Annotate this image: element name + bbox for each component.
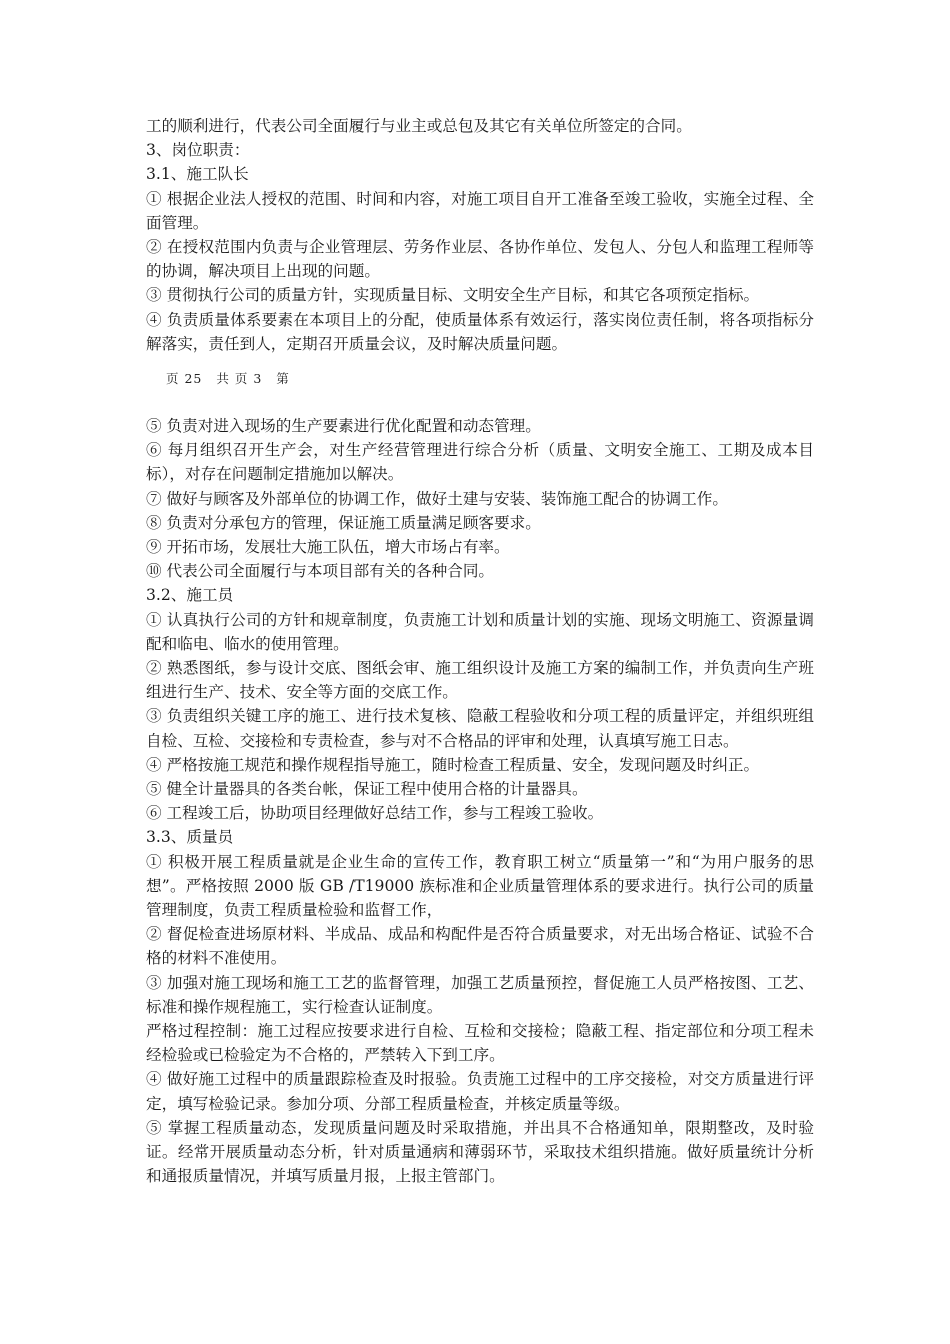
list-item: ⑥ 工程竣工后，协助项目经理做好总结工作，参与工程竣工验收。 [146,804,604,823]
list-item: ⑨ 开拓市场，发展壮大施工队伍，增大市场占有率。 [146,538,510,557]
subsection-heading: 3.2、施工员 [146,586,234,605]
list-item: ⑦ 做好与顾客及外部单位的协调工作，做好土建与安装、装饰施工配合的协调工作。 [146,489,728,508]
list-item: ④ 负责质量体系要素在本项目上的分配，使质量体系有效运行，落实岗位责任制，将各项指标分解落实，责任到人，定期召开质量会议，及时解决质量问题。 [146,310,814,353]
text-block-top [146,114,814,356]
list-item: ④ 做好施工过程中的质量跟踪检查及时报验。负责施工过程中的工序交接检，对交方质量进行评定，填写检验记录。参加分项、分部工程质量检查，并核定质量等级。 [146,1070,814,1113]
list-item: ① 认真执行公司的方针和规章制度，负责施工计划和质量计划的实施、现场文明施工、资源量调配和临电、临水的使用管理。 [146,610,814,653]
paragraph: 工的顺利进行，代表公司全面履行与业主或总包及其它有关单位所签定的合同。 [146,117,692,135]
list-item: ⑩ 代表公司全面履行与本项目部有关的各种合同。 [146,562,495,581]
footer-page-label: 页 25 [166,371,203,386]
subsection-heading: 3.1、施工队长 [146,165,249,184]
footer-nth-label: 第 [276,371,290,386]
list-item: ④ 严格按施工规范和操作规程指导施工，随时检查工程质量、安全，发现问题及时纠正。 [146,755,760,774]
list-item: ② 在授权范围内负责与企业管理层、劳务作业层、各协作单位、发包人、分包人和监理工程师等的协调，解决项目上出现的问题。 [146,238,814,281]
list-item: ⑧ 负责对分承包方的管理，保证施工质量满足顾客要求。 [146,513,541,532]
list-item: ⑤ 掌握工程质量动态，发现质量问题及时采取措施，并出具不合格通知单，限期整改，及时验证。经常开展质量动态分析，针对质量通病和薄弱环节，采取技术组织措施。做好质量统计分析和通报质量情况，并填写质量月报，上报主管部门。 [146,1118,814,1186]
subsection-heading: 3.3、质量员 [146,828,234,847]
list-item: ③ 负责组织关键工序的施工、进行技术复核、隐蔽工程验收和分项工程的质量评定，并组织班组自检、互检、交接检和专责检查，参与对不合格品的评审和处理，认真填写施工日志。 [146,707,814,750]
list-item: ② 督促检查进场原材料、半成品、成品和构配件是否符合质量要求，对无出场合格证、试验不合格的材料不准使用。 [146,925,814,968]
list-item: ② 熟悉图纸，参与设计交底、图纸会审、施工组织设计及施工方案的编制工作，并负责向生产班组进行生产、技术、安全等方面的交底工作。 [146,659,814,702]
list-item: ① 积极开展工程质量就是企业生命的宣传工作，教育职工树立“质量第一”和“为用户服务的思想”。严格按照 2000 版 GB /T19000 族标准和企业质量管理体系的要求进行。执行公司的质量管理制度，负责工程质量检验和监督工作， [146,852,814,920]
list-item: ⑤ 负责对进入现场的生产要素进行优化配置和动态管理。 [146,417,541,435]
list-item: ③ 加强对施工现场和施工工艺的监督管理，加强工艺质量预控，督促施工人员严格按图、工艺、标准和操作规程施工，实行检查认证制度。 [146,973,814,1016]
list-item: ⑤ 健全计量器具的各类台帐，保证工程中使用合格的计量器具。 [146,780,588,799]
paragraph: 严格过程控制：施工过程应按要求进行自检、互检和交接检；隐蔽工程、指定部位和分项工程未经检验或已检验定为不合格的，严禁转入下到工序。 [146,1022,814,1065]
list-item: ③ 贯彻执行公司的质量方针，实现质量目标、文明安全生产目标，和其它各项预定指标。 [146,286,760,305]
text-block-main [146,414,814,1189]
list-item: ① 根据企业法人授权的范围、时间和内容，对施工项目自开工准备至竣工验收，实施全过程、全面管理。 [146,189,814,232]
footer-total-label: 共 页 3 [216,371,263,386]
section-heading: 3、岗位职责： [146,141,250,160]
list-item: ⑥ 每月组织召开生产会，对生产经营管理进行综合分析（质量、文明安全施工、工期及成本目标），对存在问题制定措施加以解决。 [146,441,814,484]
page-footer [166,369,304,387]
